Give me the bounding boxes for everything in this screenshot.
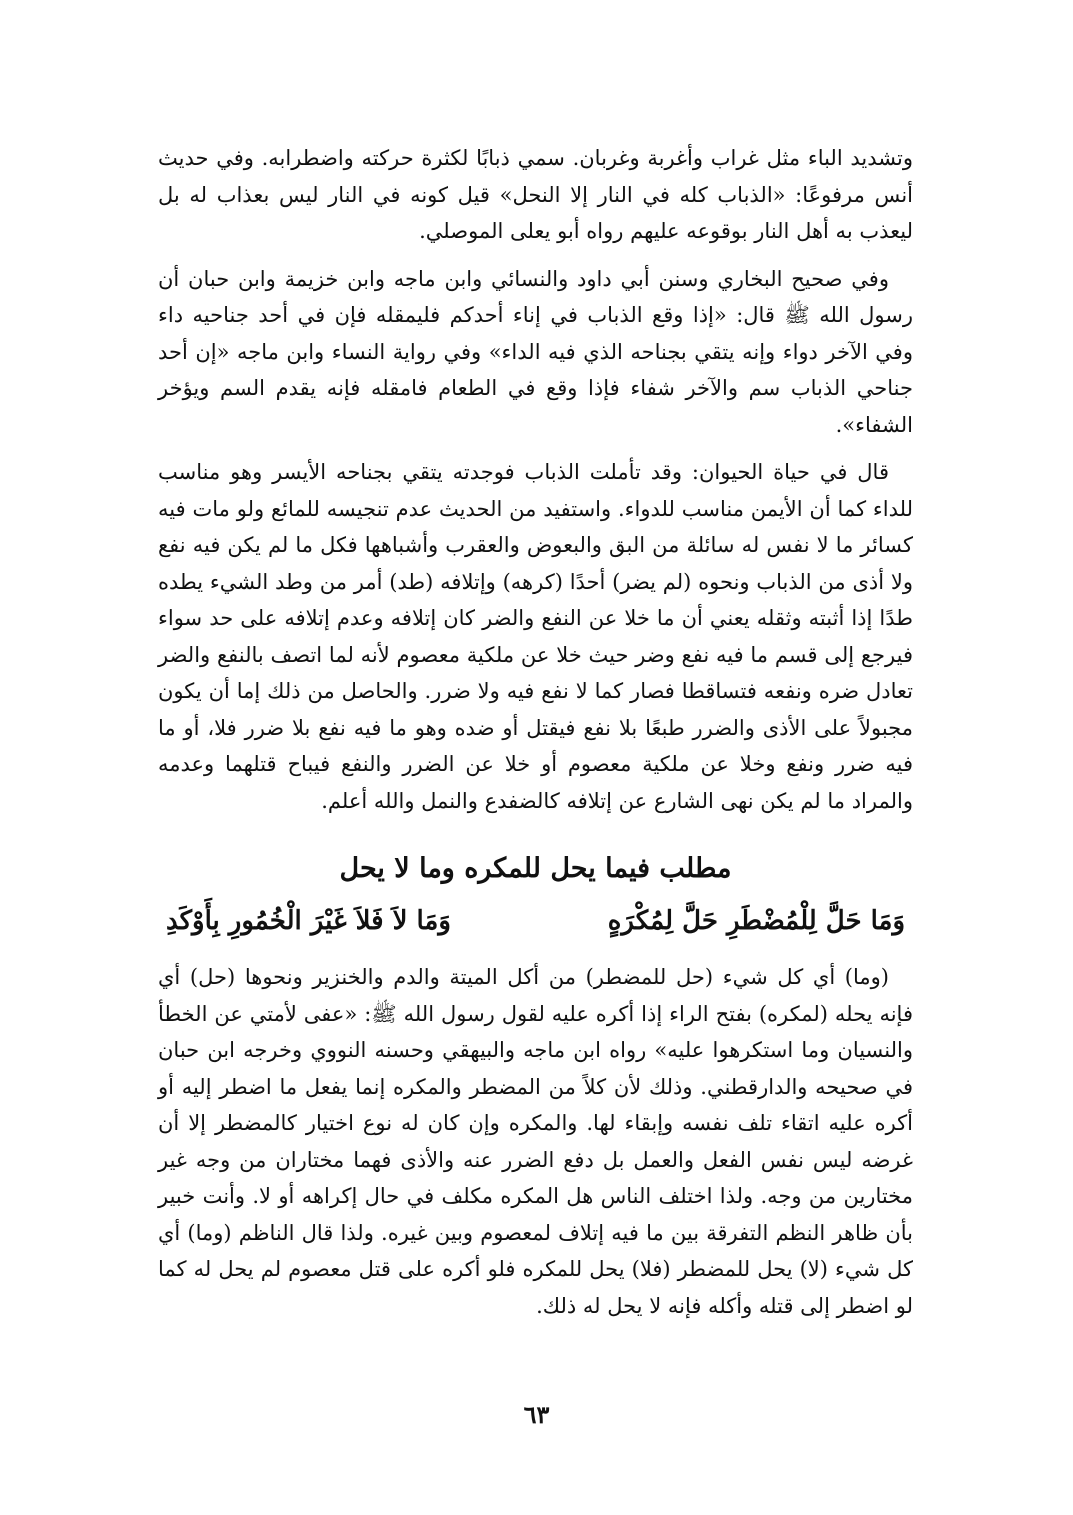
paragraph-bukhari-hadith: وفي صحيح البخاري وسنن أبي داود والنسائي وابن ماجه وابن خزيمة وابن حبان أن رسول الله ﷺ قال: «إذا وقع الذباب في إناء أحدكم فليمقله فإن في أحد جناحيه داء وفي الآخر دواء وإنه يتقي بجناحه الذي فيه الداء» وفي رواية النساء وابن ماجه «إن أحد جناحي الذباب سم والآخر شفاء فإذا وقع في الطعام فامقله فإنه يقدم السم ويؤخر الشفاء». [158,266,913,437]
paragraph-commentary: (وما) أي كل شيء (حل للمضطر) من أكل الميتة والدم والخنزير ونحوها (حل) أي فإنه يحله (لمكره) بفتح الراء إذا أكره عليه لقول رسول الله ﷺ: «عفى لأمتي عن الخطأ والنسيان وما استكرهوا عليه» رواه ابن ماجه والبيهقي وحسنه النووي وخرجه ابن حبان في صحيحه والدارقطني. وذلك لأن كلاً من المضطر والمكره إنما يفعل ما اضطر إليه أو أكره عليه اتقاء تلف نفسه وإبقاء لها. والمكره وإن كان له نوع اختيار كالمضطر إلا أن غرضه ليس نفس الفعل والعمل بل دفع الضرر عنه والأذى فهما مختاران من وجه غير مختارين من وجه. ولذا اختلف الناس هل المكره مكلف في حال إكراهه أو لا. وأنت خبير بأن ظاهر النظم التفرقة بين ما فيه إتلاف لمعصوم وبين غيره. ولذا قال الناظم (وما) أي كل شيء (لا) يحل للمضطر (فلا) يحل للمكره فلو أكره على قتل معصوم لم يحل له كما لو اضطر إلى قتله وأكله فإنه لا يحل له ذلك. [158,965,913,1318]
poem-verse [166,897,905,945]
page-body [158,140,913,1335]
verse-first-hemistich: وَمَا حَلَّ لِلْمُضْطَرِ حَلَّ لِمُكْرَهٍ [607,906,905,936]
section-heading: مطلب فيما يحل للمكره وما لا يحل [339,853,732,884]
paragraph-hayat-al-hayawan: قال في حياة الحيوان: وقد تأملت الذباب فوجدته يتقي بجناحه الأيسر وهو مناسب للداء كما أن الأيمن مناسب للدواء. واستفيد من الحديث عدم تنجيسه للمائع ولو مات فيه كسائر ما لا نفس له سائلة من البق والبعوض والعقرب وأشباهها فكل ما لم يكن فيه نفع ولا أذى من الذباب ونحوه (لم يضر) أحدًا (كرهه) وإتلافه (طد) أمر من وطد الشيء يطده طدًا إذا أثبته وثقله يعني أن ما خلا عن النفع والضر كان إتلافه وعدم إتلافه على حد سواء فيرجع إلى قسم ما فيه نفع وضر حيث خلا عن ملكية معصوم لأنه لما اتصف بالنفع والضر تعادل ضره ونفعه فتساقطا فصار كما لا نفع فيه ولا ضرر. والحاصل من ذلك إما أن يكون مجبولاً على الأذى والضرر طبعًا بلا نفع فيقتل أو ضده وهو ما فيه نفع بلا ضرر فلا، أو ما فيه ضرر ونفع وخلا عن ملكية معصوم أو خلا عن الضرر والنفع فيباح قتلهما وعدمه والمراد ما لم يكن نهى الشارع عن إتلافه كالضفدع والنمل والله أعلم. [158,460,913,813]
verse-second-hemistich: وَمَا لاَ فَلاَ غَيْرَ الْخُمُورِ بِأَوْكَدِ [166,906,451,936]
paragraph-fly-hadith-anas: وتشديد الباء مثل غراب وأغربة وغربان. سمي ذبابًا لكثرة حركته واضطرابه. وفي حديث أنس مرفوعًا: «الذباب كله في النار إلا النحل» قيل كونه في النار ليس بعذاب له بل ليعذب به أهل النار بوقوعه عليهم رواه أبو يعلى الموصلي. [158,146,913,243]
page-number: ٦٣ [523,1400,550,1429]
